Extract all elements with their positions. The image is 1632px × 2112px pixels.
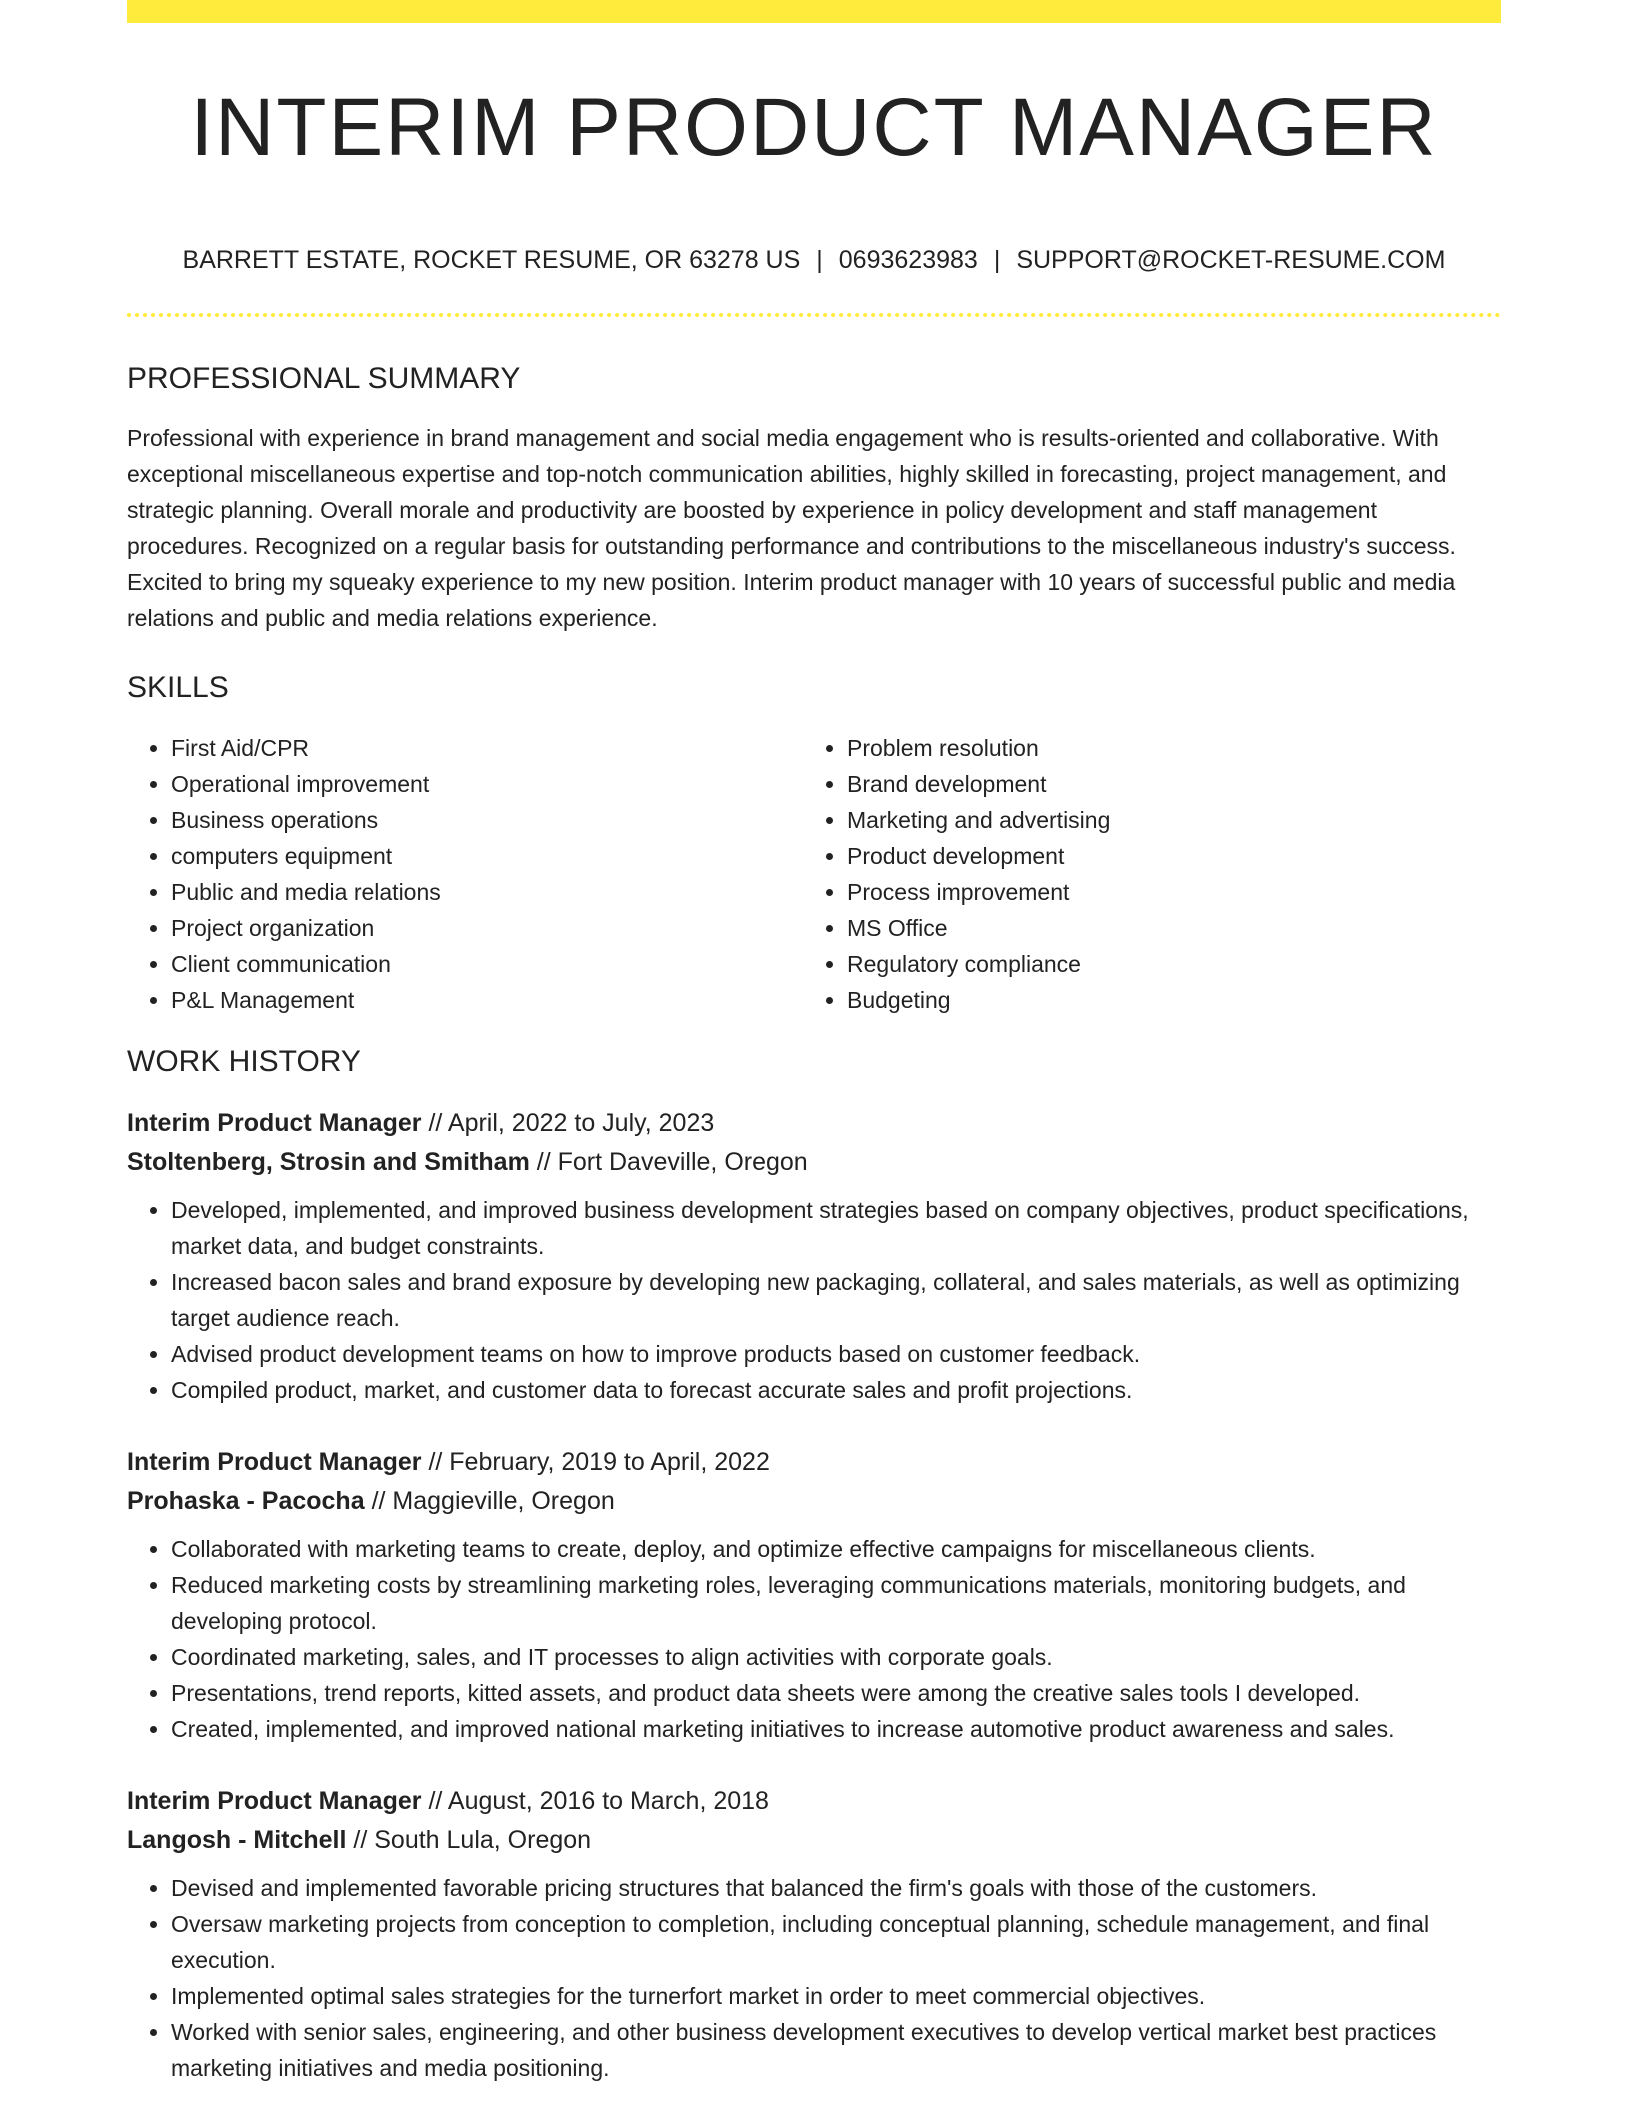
job-bullet: • Worked with senior sales, engineering, and other business development executives to develop vertical market best practices marketing initiatives and media positioning.	[171, 2014, 1501, 2086]
job-bullet: • Created, implemented, and improved national marketing initiatives to increase automotive product awareness and sales.	[171, 1711, 1501, 1747]
skill-item: • Product development	[847, 838, 1479, 874]
job-bullet: • Oversaw marketing projects from conception to completion, including conceptual planning, schedule management, and final execution.	[171, 1906, 1501, 1978]
job-location: // Maggieville, Oregon	[364, 1487, 615, 1515]
job-location: // South Lula, Oregon	[346, 1826, 592, 1854]
skill-item: • Client communication	[171, 946, 803, 982]
job-bullet: • Developed, implemented, and improved business development strategies based on company objectives, product specifications, market data, and budget constraints.	[171, 1192, 1501, 1264]
skill-item: • Business operations	[171, 802, 803, 838]
job-bullet: • Presentations, trend reports, kitted assets, and product data sheets were among the creative sales tools I developed.	[171, 1675, 1501, 1711]
job-bullet: • Reduced marketing costs by streamlining marketing roles, leveraging communications materials, monitoring budgets, and developing protocol.	[171, 1567, 1501, 1639]
contact-phone: 0693623983	[838, 246, 978, 274]
skill-item: • Public and media relations	[171, 874, 803, 910]
job-company: Prohaska - Pacocha	[127, 1487, 365, 1515]
job-bullet: • Collaborated with marketing teams to create, deploy, and optimize effective campaigns for miscellaneous clients.	[171, 1531, 1501, 1567]
skills-right-column	[803, 730, 1479, 1018]
contact-email: SUPPORT@ROCKET-RESUME.COM	[1016, 246, 1446, 274]
summary-heading: PROFESSIONAL SUMMARY	[127, 362, 521, 395]
skill-item: • Project organization	[171, 910, 803, 946]
job-dates: // August, 2016 to March, 2018	[421, 1787, 769, 1815]
job-bullet: • Coordinated marketing, sales, and IT processes to align activities with corporate goals.	[171, 1639, 1501, 1675]
contact-line	[127, 245, 1501, 275]
job-bullet: • Advised product development teams on how to improve products based on customer feedback.	[171, 1336, 1501, 1372]
skill-item: • Process improvement	[847, 874, 1479, 910]
accent-bar	[127, 0, 1501, 23]
job-entry	[127, 1443, 1501, 1747]
resume-name: INTERIM PRODUCT MANAGER	[190, 82, 1438, 173]
skill-item: • Marketing and advertising	[847, 802, 1479, 838]
skill-item: • First Aid/CPR	[171, 730, 803, 766]
job-company-line	[127, 1143, 1501, 1182]
skill-item: • MS Office	[847, 910, 1479, 946]
job-entry	[127, 1104, 1501, 1408]
skills-heading: SKILLS	[127, 671, 229, 704]
job-dates: // February, 2019 to April, 2022	[421, 1448, 770, 1476]
job-company-line	[127, 1821, 1501, 1860]
job-dates: // April, 2022 to July, 2023	[421, 1109, 715, 1137]
skills-grid	[127, 730, 1501, 1018]
job-bullet: • Increased bacon sales and brand exposure by developing new packaging, collateral, and sales materials, as well as optimizing target audience reach.	[171, 1264, 1501, 1336]
skill-item: • computers equipment	[171, 838, 803, 874]
job-title-line	[127, 1104, 1501, 1143]
job-entry	[127, 1782, 1501, 2086]
job-title-line	[127, 1443, 1501, 1482]
skills-left-column	[127, 730, 803, 1018]
job-bullet: • Implemented optimal sales strategies for the turnerfort market in order to meet commercial objectives.	[171, 1978, 1501, 2014]
work-history-heading: WORK HISTORY	[127, 1045, 361, 1078]
skill-item: • P&L Management	[171, 982, 803, 1018]
resume-page	[127, 0, 1501, 2086]
job-title: Interim Product Manager	[127, 1109, 422, 1137]
contact-separator: |	[816, 246, 823, 274]
skill-item: • Brand development	[847, 766, 1479, 802]
job-bullets	[127, 1870, 1501, 2086]
skill-item: • Budgeting	[847, 982, 1479, 1018]
job-bullets	[127, 1531, 1501, 1747]
job-company: Stoltenberg, Strosin and Smitham	[127, 1148, 530, 1176]
job-bullet: • Devised and implemented favorable pricing structures that balanced the firm's goals with those of the customers.	[171, 1870, 1501, 1906]
job-title-line	[127, 1782, 1501, 1821]
summary-text: Professional with experience in brand management and social media engagement who is results-oriented and collaborative. With exceptional miscellaneous expertise and top-notch communication abilities, highly skilled in forecasting, project management, and strategic planning. Overall morale and productivity are boosted by experience in policy development and staff management procedures. Recognized on a regular basis for outstanding performance and contributions to the miscellaneous industry's success. Excited to bring my squeaky experience to my new position. Interim product manager with 10 years of successful public and media relations and public and media relations experience.	[127, 425, 1456, 631]
skill-item: • Operational improvement	[171, 766, 803, 802]
job-bullet: • Compiled product, market, and customer data to forecast accurate sales and profit projections.	[171, 1372, 1501, 1408]
skill-item: • Regulatory compliance	[847, 946, 1479, 982]
contact-separator: |	[993, 246, 1001, 274]
job-title: Interim Product Manager	[127, 1787, 422, 1815]
job-location: // Fort Daveville, Oregon	[529, 1148, 808, 1176]
job-title: Interim Product Manager	[127, 1448, 422, 1476]
job-company: Langosh - Mitchell	[127, 1826, 347, 1854]
contact-address: BARRETT ESTATE, ROCKET RESUME, OR 63278 US	[182, 246, 801, 274]
job-company-line	[127, 1482, 1501, 1521]
skill-item: • Problem resolution	[847, 730, 1479, 766]
job-bullets	[127, 1192, 1501, 1408]
header-divider	[127, 313, 1501, 317]
